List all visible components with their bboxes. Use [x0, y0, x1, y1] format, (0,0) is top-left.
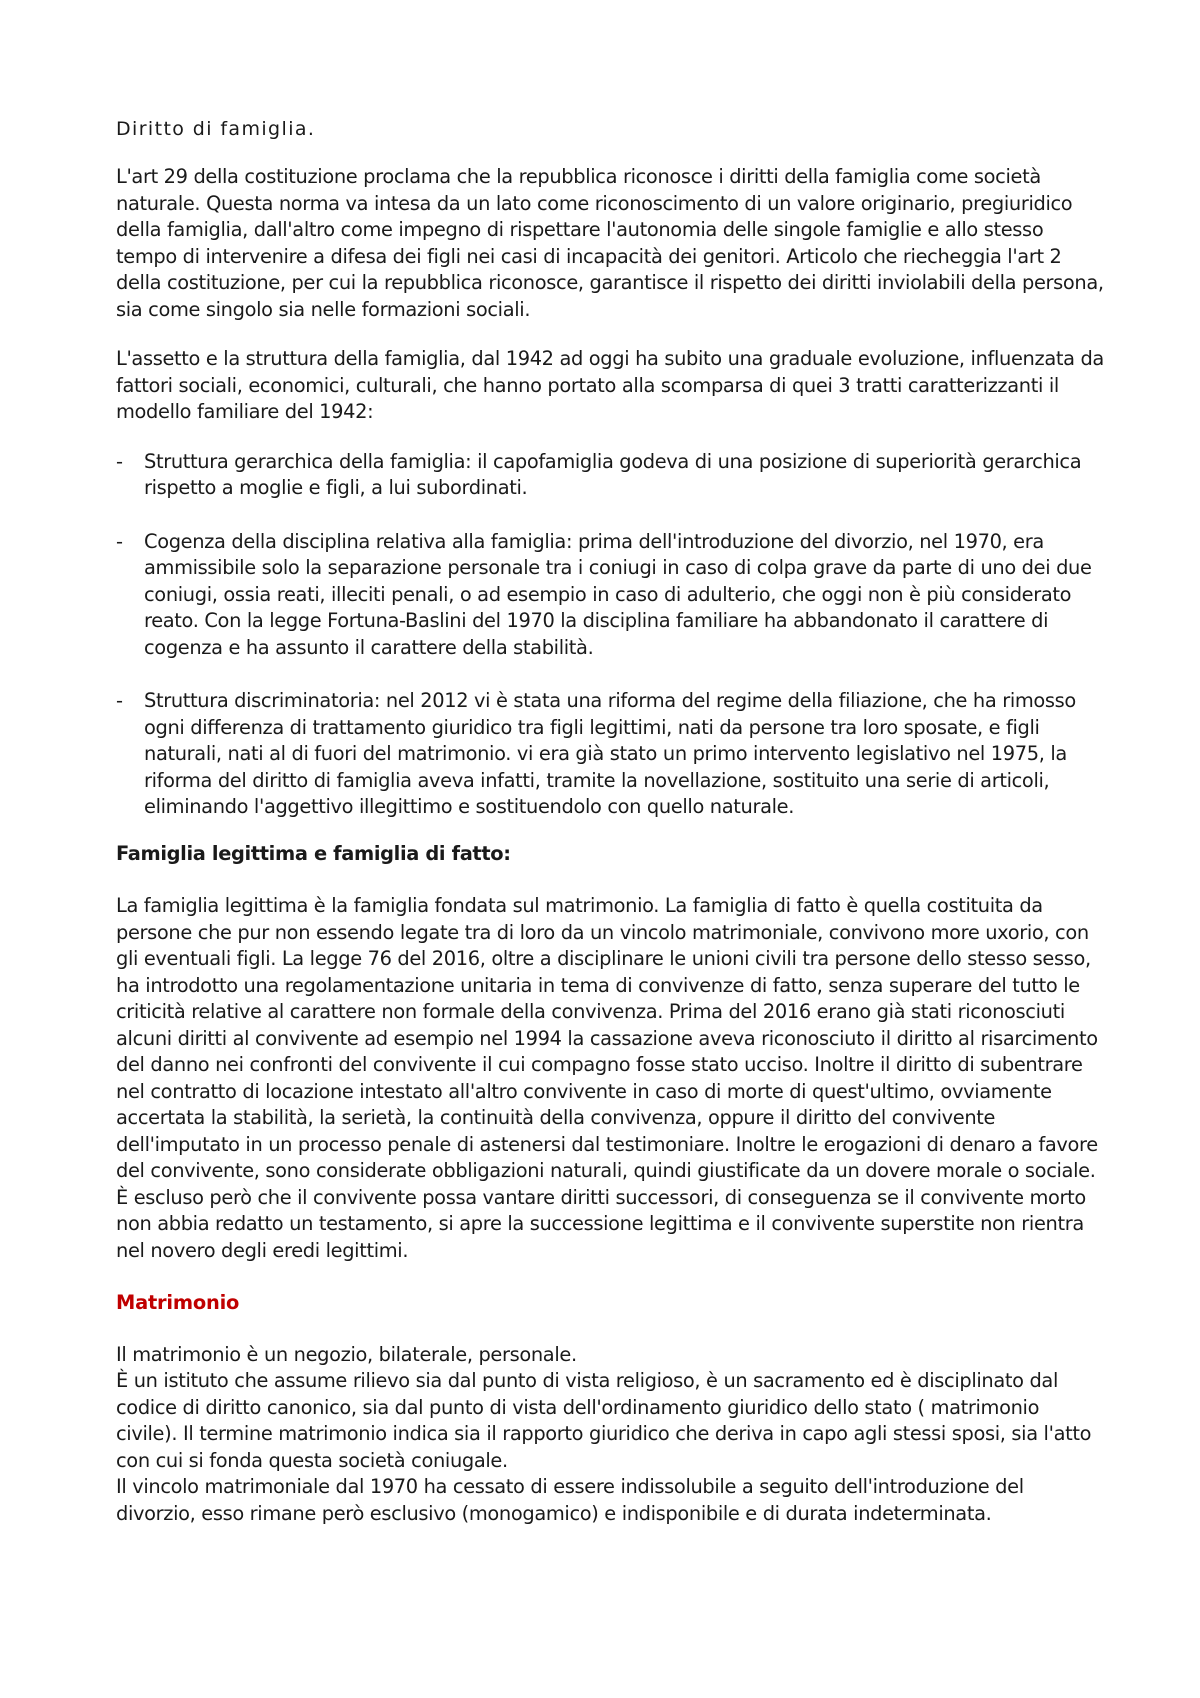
famiglia-paragraph-2: È escluso però che il convivente possa vantare diritti successori, di conseguenza se il convivente morto non abbia redatto un testamento, si apre la successione legittima e il convivente superstite non rientra nel novero degli eredi legittimi. [116, 1185, 1086, 1262]
bullet-dash: - [116, 689, 123, 712]
bullet-text: Struttura gerarchica della famiglia: il capofamiglia godeva di una posizione di superiorità gerarchica rispetto a moglie e figli, a lui subordinati. [144, 449, 1082, 499]
bullet-dash: - [116, 449, 123, 473]
document-title: Diritto di famiglia. [116, 118, 316, 140]
famiglia-paragraph: La famiglia legittima è la famiglia fondata sul matrimonio. La famiglia di fatto è quella costituita da persone che pur non essendo legate tra di loro da un vincolo matrimoniale, convivono more uxorio, con gli eventuali figli. La legge 76 del 2016, oltre a disciplinare le unioni civili tra persone dello stesso sesso, ha introdotto una regolamentazione unitaria in tema di convivenze di fatto, senza superare del tutto le criticità relative al carattere non formale della convivenza. Prima del 2016 erano già stati riconosciuti alcuni diritti al convivente ad esempio nel 1994 la cassazione aveva riconosciuto il diritto al risarcimento del danno nei confronti del convivente il cui compagno fosse stato ucciso. Inoltre il diritto di subentrare nel contratto di locazione intestato all'altro convivente in caso di morte di quest'ultimo, ovviamente accertata la stabilità, la serietà, la continuità della convivenza, oppure il diritto del convivente dell'imputato in un processo penale di astenersi dal testimoniare. Inoltre le erogazioni di denaro a favore del convivente, sono considerate obbligazioni naturali, quindi giustificate da un dovere morale o sociale. [116, 894, 1098, 1182]
section-heading-matrimonio: Matrimonio [116, 1291, 240, 1314]
intro-paragraph-2: L'assetto e la struttura della famiglia, dal 1942 ad oggi ha subito una graduale evoluzione, influenzata da fattori sociali, economici, culturali, che hanno portato alla scomparsa di quei 3 tratti caratterizzanti il modello familiare del 1942: [116, 347, 1104, 423]
document-page [116, 116, 1106, 1527]
bullet-item-discriminatoria [116, 688, 1106, 821]
bullet-item-cogenza [116, 529, 1106, 662]
intro-paragraph-1: L'art 29 della costituzione proclama che la repubblica riconosce i diritti della famiglia come società naturale. Questa norma va intesa da un lato come riconoscimento di un valore originario, pregiuridico della famiglia, dall'altro come impegno di rispettare l'autonomia delle singole famiglie e allo stesso tempo di intervenire a difesa dei figli nei casi di incapacità dei genitori. Articolo che riecheggia l'art 2 della costituzione, per cui la repubblica riconosce, garantisce il rispetto dei diritti inviolabili della persona, sia come singolo sia nelle formazioni sociali. [116, 165, 1104, 321]
bullet-text: Cogenza della disciplina relativa alla famiglia: prima dell'introduzione del divorzio, nel 1970, era ammissibile solo la separazione personale tra i coniugi in caso di colpa grave da parte di uno dei due coniugi, ossia reati, illeciti penali, o ad esempio in caso di adulterio, che oggi non è più considerato reato. Con la legge Fortuna-Baslini del 1970 la disciplina familiare ha abbandonato il carattere di cogenza e ha assunto il carattere della stabilità. [144, 529, 1092, 659]
bullet-text: Struttura discriminatoria: nel 2012 vi è stata una riforma del regime della filiazione, che ha rimosso ogni differenza di trattamento giuridico tra figli legittimi, nati da persone tra loro sposate, e figli naturali, nati al di fuori del matrimonio. vi era già stato un primo intervento legislativo nel 1975, la riforma del diritto di famiglia aveva infatti, tramite la novellazione, sostituito una serie di articoli, eliminando l'aggettivo illegittimo e sostituendolo con quello naturale. [144, 689, 1076, 818]
section-heading-famiglia: Famiglia legittima e famiglia di fatto: [116, 841, 511, 865]
bullet-item-gerarchica [116, 449, 1106, 502]
matrimonio-line-1: Il matrimonio è un negozio, bilaterale, personale. [116, 1342, 577, 1366]
bullet-dash: - [116, 529, 123, 553]
matrimonio-line-2: È un istituto che assume rilievo sia dal punto di vista religioso, è un sacramento ed è disciplinato dal codice di diritto canonico, sia dal punto di vista dell'ordinamento giuridico dello stato ( matrimonio civile). Il termine matrimonio indica sia il rapporto giuridico che deriva in capo agli stessi sposi, sia l'atto con cui si fonda questa società coniugale. [116, 1369, 1092, 1472]
matrimonio-line-3: Il vincolo matrimoniale dal 1970 ha cessato di essere indissolubile a seguito dell'introduzione del divorzio, esso rimane però esclusivo (monogamico) e indisponibile e di durata indeterminata. [116, 1475, 1024, 1525]
